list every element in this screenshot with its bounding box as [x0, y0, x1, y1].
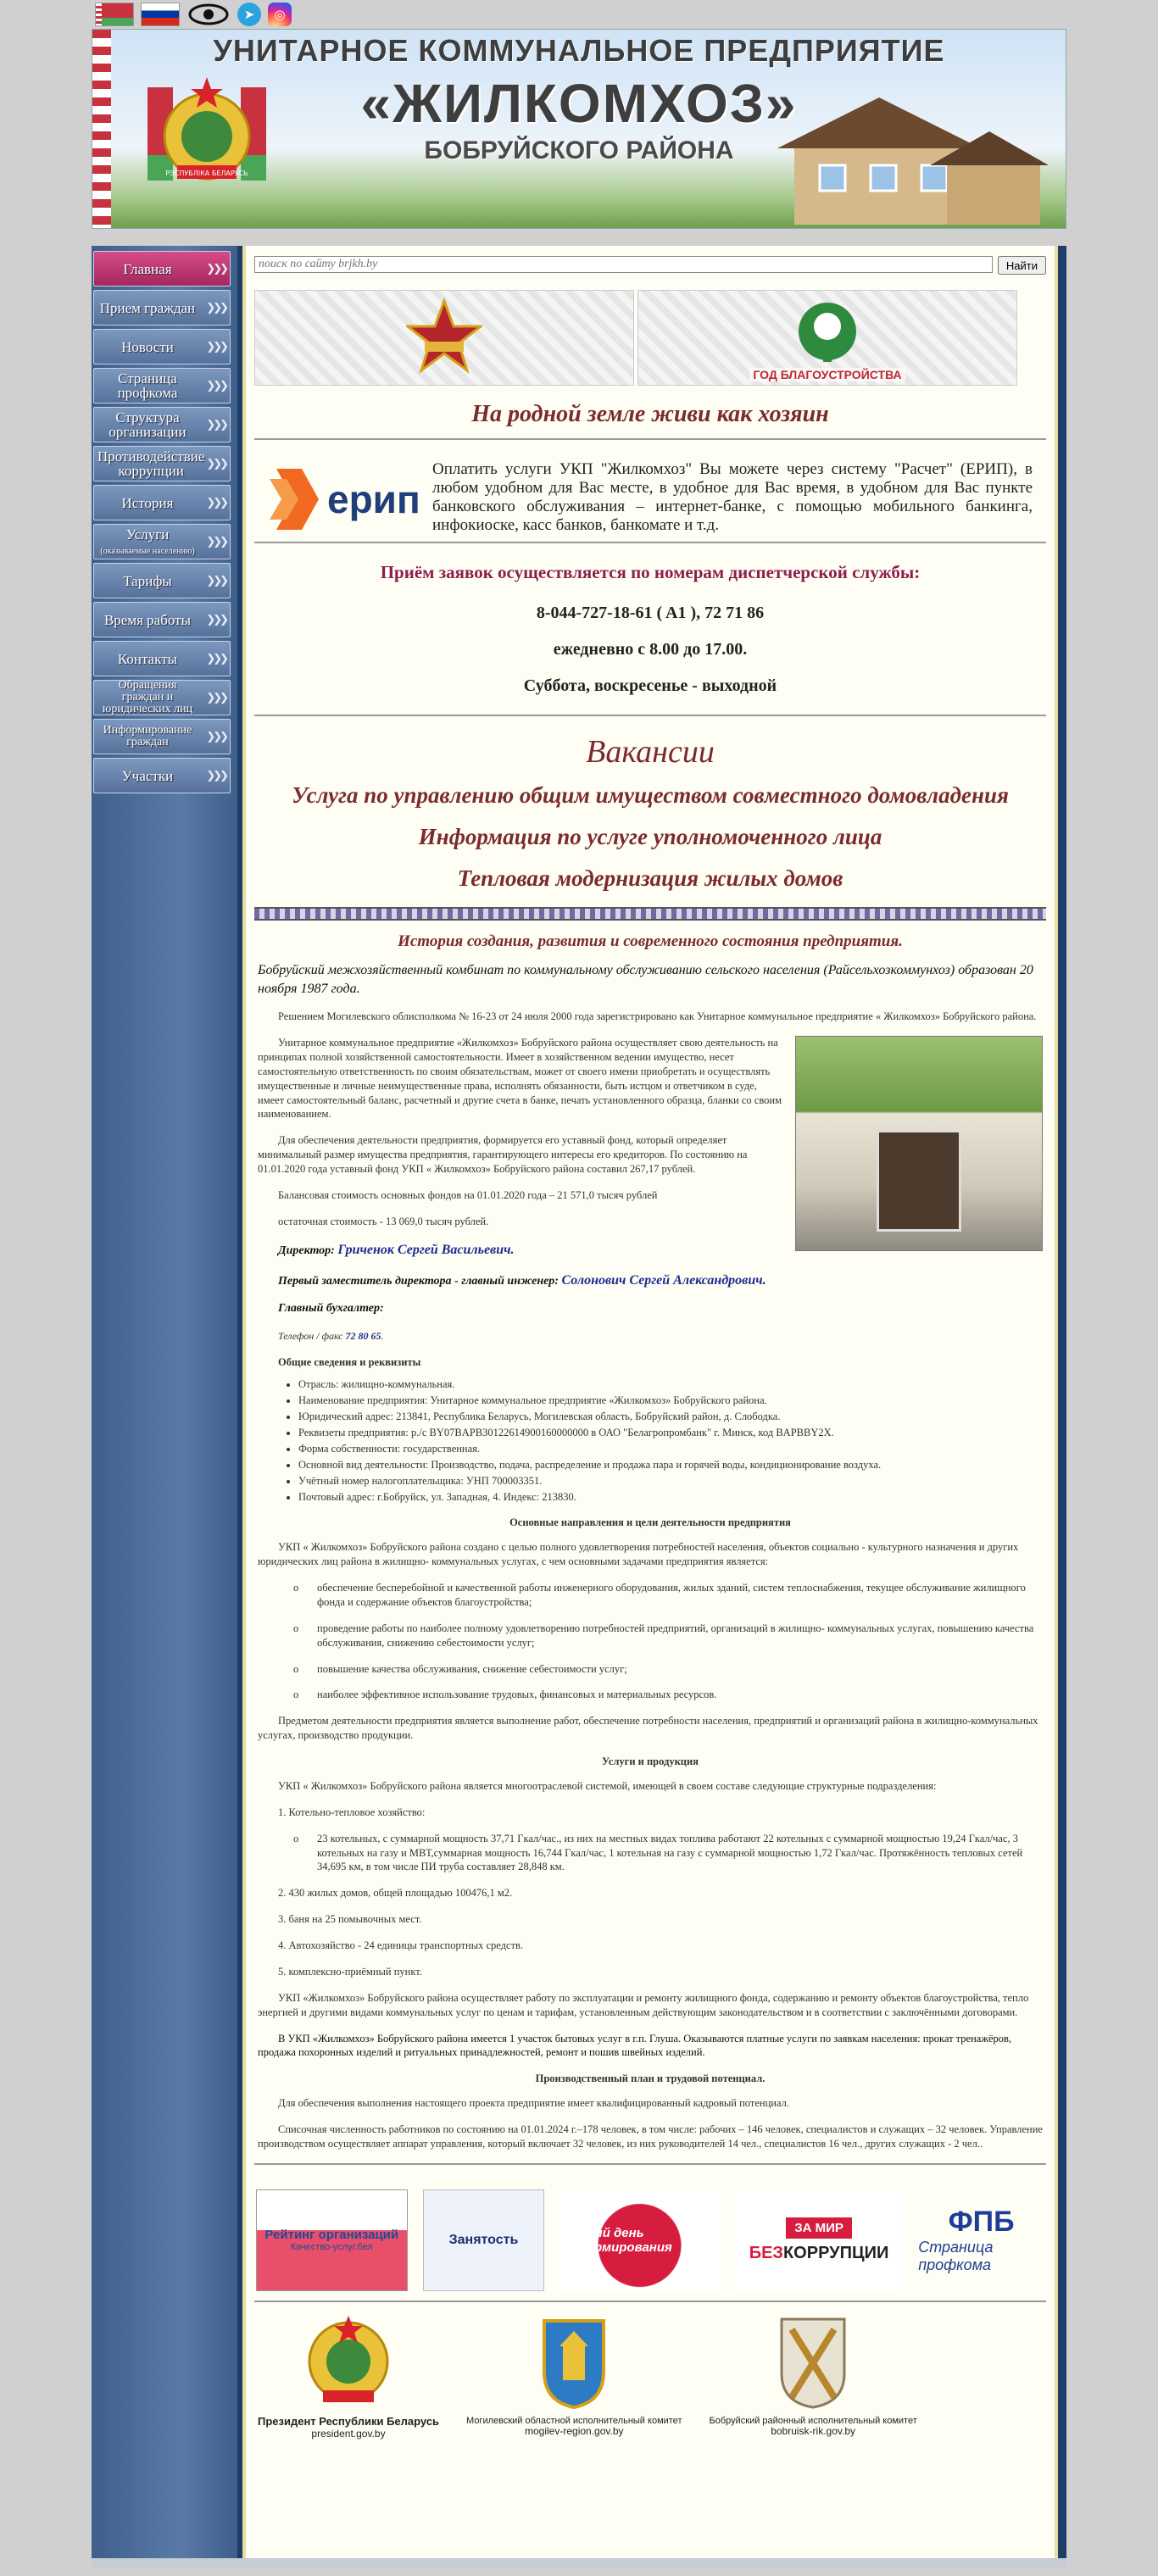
sidebar — [92, 246, 237, 2568]
subject-paragraph: Предметом деятельности предприятия является выполнение работ, обеспечение потребности населения, предприятий и организаций района в жилищно-коммунальных услугах, производство продукции. — [258, 1715, 1038, 1742]
phone-label: Телефон / факс — [278, 1330, 343, 1343]
list-item: • Юридический адрес: 213841, Республика Беларусь, Могилевская область, Бобруйский район, д. Слободка. — [298, 1410, 1043, 1424]
trade-union-label: Страница профкома — [918, 2239, 994, 2274]
info-day-banner[interactable] — [560, 2189, 719, 2291]
svg-text:ерип: ерип — [327, 477, 420, 521]
footer-bar — [92, 2558, 1066, 2568]
russia-flag-icon[interactable] — [141, 3, 180, 26]
trade-union-banner[interactable] — [918, 2189, 1044, 2291]
menu-item-label: Тарифы — [123, 572, 172, 589]
double-chevron-icon: ❯❯❯ — [206, 418, 226, 431]
ornament-divider — [254, 907, 1046, 921]
motto-heading: На родной земле живи как хозяин — [471, 401, 829, 427]
dispatch-weekend: Суббота, воскресенье - выходной — [523, 676, 777, 695]
employment-banner[interactable] — [423, 2189, 545, 2291]
gov-site: bobruisk-rik.gov.by — [771, 2425, 856, 2438]
accountant-line: Главный бухгалтер: — [278, 1302, 384, 1316]
gov-site: president.gov.by — [311, 2427, 386, 2440]
menu-item-label-main: Услуги — [125, 526, 170, 542]
rating-subtitle: Качество-услуг.бел — [290, 2242, 373, 2253]
menu-item-home[interactable] — [93, 251, 231, 287]
fpb-logo-icon: ФПБ — [948, 2206, 1015, 2239]
history-paragraph: Унитарное коммунальное предприятие «Жилкомхоз» Бобруйского района осуществляет свою деятельность на принципах полной хозяйственной самостоятельности. Имеет в хозяйственном ведении имущество, несет самостоятельную ответственность по своим обязательствам, может от своего имени приобретать и осуществлять имущественные и личные неимущественные права, исполнять обязанности, быть истцом и ответчиком в суде, имеет самостоятельный баланс, расчетный и другие счета в банке, печать установленного образца, бланки со своим наименованием. — [258, 1037, 782, 1121]
top-icon-bar — [92, 0, 1066, 29]
history-text — [246, 961, 1055, 2151]
menu-item-label: Главная — [123, 260, 172, 277]
featured-links — [246, 716, 1055, 892]
double-chevron-icon: ❯❯❯ — [206, 457, 226, 470]
double-chevron-icon: ❯❯❯ — [206, 574, 226, 587]
menu-item-label: История — [121, 494, 174, 511]
menu-item-anti-corruption[interactable] — [93, 446, 231, 481]
bobruisk-coat-of-arms-icon — [766, 2312, 860, 2412]
mogilev-region-link[interactable] — [466, 2312, 682, 2440]
double-chevron-icon: ❯❯❯ — [206, 379, 226, 392]
rating-banner[interactable] — [256, 2189, 408, 2291]
goals-list — [258, 1581, 1043, 1702]
dispatch-hours: ежедневно с 8.00 до 17.00. — [553, 640, 748, 659]
za-mir-label: ЗА МИР — [786, 2217, 852, 2239]
menu-item-label: Время работы — [103, 611, 192, 628]
menu-item-label: Участки — [121, 767, 174, 784]
unit-item: 3. баня на 25 помывочных мест. — [278, 1913, 422, 1926]
svg-text:РЭСПУБЛІКА БЕЛАРУСЬ: РЭСПУБЛІКА БЕЛАРУСЬ — [165, 170, 248, 177]
unit-item: 5. комплексно-приёмный пункт. — [278, 1965, 422, 1978]
menu-item-label: Прием граждан — [99, 299, 196, 316]
building-entrance — [877, 1130, 961, 1232]
double-chevron-icon: ❯❯❯ — [206, 613, 226, 626]
thermal-modernization-link[interactable]: Тепловая модернизация жилых домов — [457, 865, 843, 891]
bez-korrupcii-label — [749, 2244, 889, 2263]
menu-item-sublabel: (оказываемые населению) — [100, 547, 195, 556]
bez-word: БЕЗ — [749, 2243, 783, 2262]
government-links — [246, 2302, 1055, 2440]
director-label: Директор: — [278, 1243, 335, 1257]
history-paragraph: Решением Могилевского облисполкома № 16-23 от 24 июля 2000 года зарегистрировано как Унитарное коммунальное предприятие « Жилкомхоз» Бобруйского района. — [278, 1010, 1037, 1023]
menu-item-label: Противодействие коррупции — [97, 448, 205, 479]
star-badge-icon — [406, 298, 482, 374]
instagram-icon[interactable]: ◎ — [268, 3, 292, 26]
double-chevron-icon: ❯❯❯ — [206, 652, 226, 665]
promo-banner-improvement-year[interactable] — [637, 290, 1017, 386]
header-title-line1: УНИТАРНОЕ КОММУНАЛЬНОЕ ПРЕДПРИЯТИЕ — [213, 33, 945, 68]
erip-text: Оплатить услуги УКП "Жилкомхоз" Вы можете через систему "Расчет" (ЕРИП), в любом удобном для Вас месте, в удобное для Вас время, в удобном для Вас пункте банковского обслуживания – интернет-банке, с помощью мобильного банкинга, инфокиоске, касс банков, банкомате и т.д. — [432, 460, 1033, 534]
double-chevron-icon: ❯❯❯ — [206, 262, 226, 275]
page-layout — [92, 246, 1066, 2568]
deputy-name: Солонович Сергей Александрович. — [561, 1272, 766, 1288]
list-item: • Наименование предприятия: Унитарное коммунальное предприятие «Жилкомхоз» Бобруйского района. — [298, 1394, 1043, 1408]
menu-item-areas[interactable] — [93, 758, 231, 793]
double-chevron-icon: ❯❯❯ — [206, 496, 226, 509]
list-item: o наиболее эффективное использование трудовых, финансовых и материальных ресурсов. — [317, 1688, 1043, 1702]
menu-item-label: Структура организации — [109, 409, 187, 440]
vacancies-link[interactable]: Вакансии — [586, 734, 715, 770]
list-item: o 23 котельных, с суммарной мощность 37,71 Гкал/час., из них на местных видах топлива работают 22 котельных с суммарной мощностью 19,24 Гкал/час, 3 котельных на газу и МВТ,суммарная мощность 16,744 Гкал/час, 1 котельная на газу с суммарной мощностью 1,72 Гкал/час. Протяжённость тепловых сетей 34,695 км, в том числе ПИ труба составляет 28,848 км. — [317, 1832, 1043, 1875]
deputy-line — [258, 1271, 1043, 1290]
menu-item-label — [97, 527, 198, 556]
unit-item: 4. Автохозяйство - 24 единицы транспортных средств. — [278, 1939, 524, 1952]
double-chevron-icon: ❯❯❯ — [206, 535, 226, 548]
goals-heading: Основные направления и цели деятельности предприятия — [509, 1516, 791, 1529]
erip-logo-icon[interactable] — [268, 464, 437, 535]
phone-line: Телефон / факс 72 80 65. — [278, 1330, 384, 1343]
telegram-icon[interactable]: ➤ — [237, 3, 261, 26]
erip-section — [246, 440, 1055, 542]
mogilev-coat-of-arms-icon — [527, 2312, 621, 2412]
menu-item-label: Обращения граждан и юридических лиц — [102, 679, 193, 715]
tree-emblem-icon — [789, 298, 866, 374]
office-building-photo — [795, 1036, 1043, 1251]
anti-corruption-banner[interactable] — [735, 2189, 903, 2291]
president-link[interactable] — [258, 2312, 439, 2440]
korrupcii-word: КОРРУПЦИИ — [782, 2243, 889, 2262]
list-item: o проведение работы по наиболее полному удовлетворению потребностей предприятий, организаций в жилищно- коммунальных услугах, повышению качества обслуживания, снижению себестоимости услуг; — [317, 1622, 1043, 1650]
menu-item-services[interactable] — [93, 524, 231, 559]
dispatch-section — [246, 543, 1055, 715]
main-menu — [92, 246, 237, 793]
menu-item-appeals[interactable] — [93, 680, 231, 715]
goals-intro: УКП « Жилкомхоз» Бобруйского района создано с целью полного удовлетворения потребностей населения, объектов социально - культурного назначения и других юридических лиц района в жилищно- коммунальных услугах, с чем основными задачами предприятия является: — [258, 1541, 1019, 1568]
info-day-label: Единый день информирования — [560, 2225, 672, 2255]
menu-item-reception[interactable] — [93, 290, 231, 325]
double-chevron-icon: ❯❯❯ — [206, 730, 226, 743]
history-heading: История создания, развития и современного состояния предприятия. — [398, 932, 903, 950]
deputy-label: Первый заместитель директора - главный инженер: — [278, 1274, 559, 1288]
general-info-heading: Общие сведения и реквизиты — [278, 1355, 421, 1368]
partner-banners — [246, 2165, 1055, 2301]
list-item: o обеспечение бесперебойной и качественной работы инженерного оборудования, жилых зданий, систем теплоснабжения, текущее обслуживание жилищного фонда и содержание объектов благоустройства; — [317, 1581, 1043, 1610]
plan-heading: Производственный план и трудовой потенциал. — [535, 2072, 766, 2085]
promo-banner-victory[interactable] — [254, 290, 634, 386]
authorized-person-link[interactable]: Информация по услуге уполномоченного лица — [418, 824, 882, 849]
header-banner — [92, 29, 1066, 229]
rating-title: Рейтинг организаций — [264, 2228, 399, 2243]
plan-paragraph: Для обеспечения выполнения настоящего проекта предприятие имеет квалифицированный кадровый потенциал. — [278, 2097, 789, 2110]
phone-link[interactable]: 72 80 65 — [345, 1330, 381, 1343]
gov-name: Президент Республики Беларусь — [258, 2414, 440, 2428]
list-item: • Форма собственности: государственная. — [298, 1442, 1043, 1456]
menu-item-informing[interactable] — [93, 719, 231, 754]
list-item: • Основной вид деятельности: Производство, подача, распределение и продажа пара и горячей воды, кондиционирование воздуха. — [298, 1458, 1043, 1472]
double-chevron-icon: ❯❯❯ — [206, 691, 226, 704]
list-item: • Реквизеты предприятия: р./с BY07BAPB30122614900160000000 в ОАО "Белагропромбанк" г. Минск, код BAPBBY2X. — [298, 1426, 1043, 1440]
unit-item: 2. 430 жилых домов, общей площадью 100476,1 м2. — [278, 1887, 513, 1900]
dispatch-phones: 8-044-727-18-61 ( A1 ), 72 71 86 — [536, 604, 765, 622]
search-input[interactable] — [254, 256, 993, 273]
header-title-line2: «ЖИЛКОМХОЗ» — [360, 73, 798, 134]
history-paragraph: остаточная стоимость - 13 069,0 тысяч рублей. — [278, 1215, 489, 1227]
gov-name: Бобруйский районный исполнительный комитет — [709, 2415, 917, 2426]
search-button[interactable]: Найти — [998, 256, 1046, 275]
services-heading: Услуги и продукция — [602, 1755, 699, 1768]
employment-label: Занятость — [448, 2232, 519, 2247]
header-title-line3: БОБРУЙСКОГО РАЙОНА — [424, 136, 734, 164]
dispatch-heading: Приём заявок осуществляется по номерам диспетчерской службы: — [380, 562, 921, 582]
unit-item: 1. Котельно-тепловое хозяйство: — [278, 1805, 426, 1818]
double-chevron-icon: ❯❯❯ — [206, 301, 226, 314]
search-bar — [246, 246, 1055, 278]
menu-item-structure[interactable] — [93, 407, 231, 442]
bobruisk-district-link[interactable] — [709, 2312, 916, 2440]
plan-paragraph: Списочная численность работников по состоянию на 01.01.2024 г.–178 человек, в том числе: рабочих – 146 человек, специалистов и служащих – 32 человек. Управление производством осуществляет аппарат управления, который включает 32 человек, из них руководителей 14 чел., специалистов 16 чел., других служащих - 2 чел.. — [258, 2123, 1043, 2150]
list-item: • Почтовый адрес: г.Бобруйск, ул. Западная, 4. Индекс: 213830. — [298, 1490, 1043, 1505]
general-info-list — [258, 1377, 1043, 1504]
menu-item-label: Информирование граждан — [103, 724, 192, 748]
history-paragraph: Балансовая стоимость основных фондов на 01.01.2020 года – 21 571,0 тысяч рублей — [278, 1188, 658, 1201]
history-intro: Бобруйский межхозяйственный комбинат по коммунальному обслуживанию сельского населения (Райсельхозкоммунхоз) образован 20 ноября 1987 года. — [258, 963, 1033, 996]
double-chevron-icon: ❯❯❯ — [206, 340, 226, 353]
visually-impaired-eye-icon[interactable] — [187, 3, 231, 26]
belarus-flag-icon[interactable] — [95, 3, 134, 26]
paid-services-paragraph: В УКП «Жилкомхоз» Бобруйского района имеется 1 участок бытовых услуг в г.п. Глуша. Оказываются платные услуги по заявкам населения: прокат тренажёров, продажа похоронных изделий и ритуальных принадлежностей, ремонт и пошив швейных изделий. — [258, 2032, 1012, 2059]
menu-item-label: Страница профкома — [117, 370, 178, 401]
unit1-details — [258, 1832, 1043, 1875]
menu-item-contacts[interactable] — [93, 641, 231, 676]
list-item: o повышение качества обслуживания, снижение себестоимости услуг; — [317, 1662, 1043, 1677]
work-paragraph: УКП «Жилкомхоз» Бобруйского района осуществляет работу по эксплуатации и ремонту жилищного фонда, содержанию и ремонту объектов благоустройства, тепло энергией и другими видами коммунальных услуг по ценам и тарифам, установленным действующим законодательством и в соответствии с заключёнными договорами. — [258, 1991, 1029, 2018]
director-name: Гриченок Сергей Васильевич. — [337, 1242, 515, 1257]
menu-item-work-hours[interactable] — [93, 602, 231, 637]
double-chevron-icon: ❯❯❯ — [206, 769, 226, 782]
menu-item-news[interactable] — [93, 329, 231, 364]
services-intro: УКП « Жилкомхоз» Бобруйского района является многоотраслевой системой, имеющей в своем составе следующие структурные подразделения: — [278, 1779, 937, 1792]
gov-name: Могилевский областной исполнительный комитет — [466, 2415, 682, 2426]
history-paragraph: Для обеспечения деятельности предприятия, формируется его уставный фонд, который определяет минимальный размер имущества предприятия, гарантирующего интересы его кредиторов. По состоянию на 01.01.2020 года уставный фонд УКП « Жилкомхоз» Бобруйского района составил 267,17 рублей. — [258, 1134, 748, 1176]
promo-caption: ГОД БЛАГОУСТРОЙСТВА — [749, 368, 905, 381]
menu-item-history[interactable] — [93, 485, 231, 520]
menu-item-label: Новости — [121, 338, 174, 355]
list-item: • Отрасль: жилищно-коммунальная. — [298, 1377, 1043, 1392]
main-content — [242, 246, 1058, 2568]
belarus-emblem-icon — [302, 2312, 395, 2412]
promo-banners — [246, 278, 1055, 386]
menu-item-tariffs[interactable] — [93, 563, 231, 598]
menu-item-label: Контакты — [117, 650, 178, 667]
menu-item-trade-union[interactable] — [93, 368, 231, 403]
gov-site: mogilev-region.gov.by — [525, 2425, 624, 2438]
list-item: • Учётный номер налогоплательщика: УНП 700003351. — [298, 1474, 1043, 1488]
service-management-link[interactable]: Услуга по управлению общим имуществом совместного домовладения — [292, 782, 1009, 808]
